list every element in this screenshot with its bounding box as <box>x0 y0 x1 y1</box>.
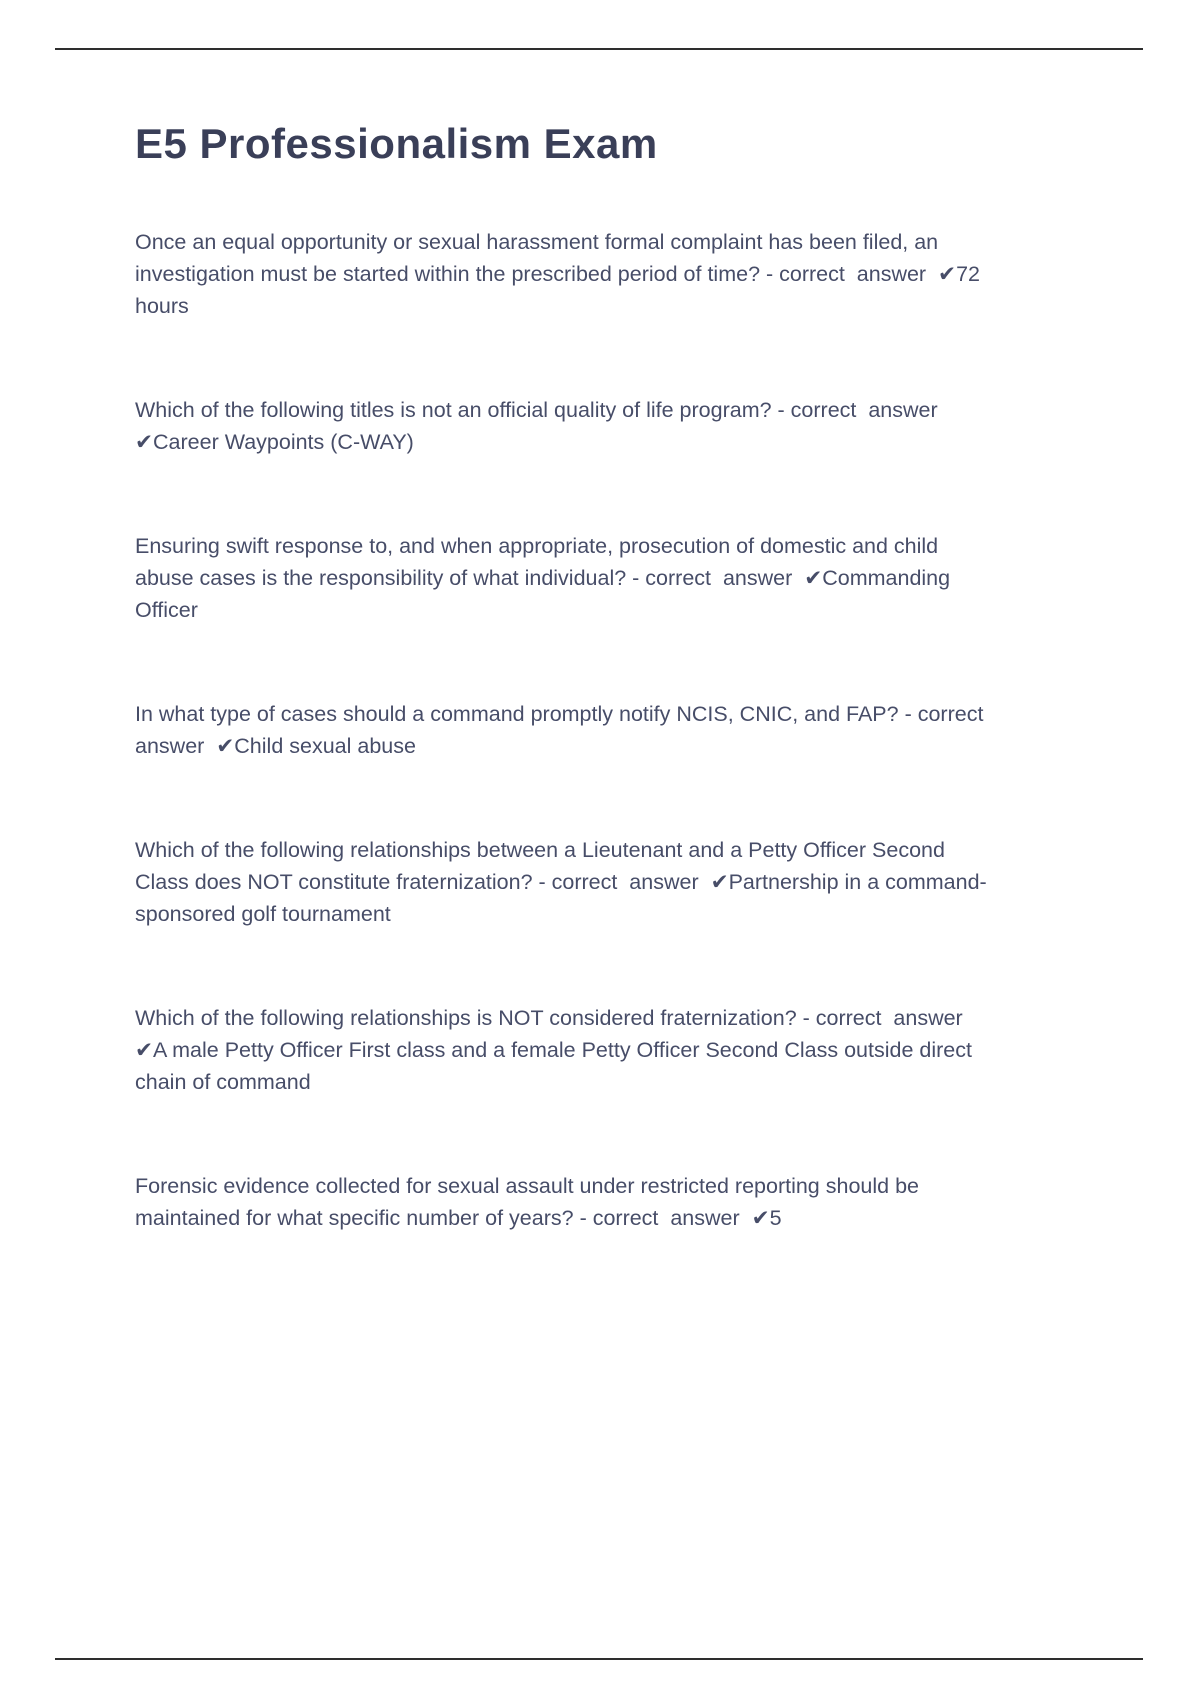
check-icon: ✔ <box>751 1206 770 1231</box>
question-text: Which of the following relationships between a Lieutenant and a Petty Officer Second Class does NOT constitute fraternization? <box>135 838 951 895</box>
correct-answer-label: - correct answer <box>632 566 805 591</box>
check-icon: ✔ <box>135 1038 154 1063</box>
check-icon: ✔ <box>710 870 729 895</box>
top-divider <box>55 48 1143 50</box>
question-text: Ensuring swift response to, and when appropriate, prosecution of domestic and child abuse cases is the responsibility of what individual? <box>135 534 945 591</box>
check-icon: ✔ <box>938 262 957 287</box>
qa-item <box>135 394 995 458</box>
qa-item <box>135 1002 995 1098</box>
correct-answer-label: - correct answer <box>135 702 996 759</box>
qa-item <box>135 834 995 930</box>
correct-answer-label: - correct answer <box>777 398 950 423</box>
document-content <box>135 120 995 1306</box>
page-title: E5 Professionalism Exam <box>135 120 658 167</box>
question-text: In what type of cases should a command promptly notify NCIS, CNIC, and FAP? <box>135 702 905 727</box>
correct-answer-label: - correct answer <box>579 1206 752 1231</box>
bottom-divider <box>55 1658 1143 1660</box>
qa-item <box>135 226 995 322</box>
answer-text: 72 hours <box>135 262 986 319</box>
answer-text: Career Waypoints (C-WAY) <box>153 430 414 455</box>
question-text: Which of the following titles is not an official quality of life program? <box>135 398 778 423</box>
qa-item <box>135 698 995 762</box>
check-icon: ✔ <box>135 430 154 455</box>
question-text: Once an equal opportunity or sexual harassment formal complaint has been filed, an investigation must be started within the prescribed period of time? <box>135 230 945 287</box>
correct-answer-label: - correct answer <box>766 262 939 287</box>
answer-text: Partnership in a command-sponsored golf tournament <box>135 870 987 927</box>
answer-text: 5 <box>769 1206 782 1231</box>
qa-item <box>135 530 995 626</box>
check-icon: ✔ <box>804 566 823 591</box>
check-icon: ✔ <box>216 734 235 759</box>
answer-text: Commanding Officer <box>135 566 957 623</box>
answer-text: Child sexual abuse <box>234 734 416 759</box>
correct-answer-label: - correct answer <box>538 870 711 895</box>
qa-item <box>135 1170 995 1234</box>
answer-text: A male Petty Officer First class and a female Petty Officer Second Class outside direct chain of command <box>135 1038 978 1095</box>
question-text: Which of the following relationships is NOT considered fraternization? <box>135 1006 803 1031</box>
question-text: Forensic evidence collected for sexual assault under restricted reporting should be maintained for what specific number of years? <box>135 1174 925 1231</box>
correct-answer-label: - correct answer <box>802 1006 975 1031</box>
